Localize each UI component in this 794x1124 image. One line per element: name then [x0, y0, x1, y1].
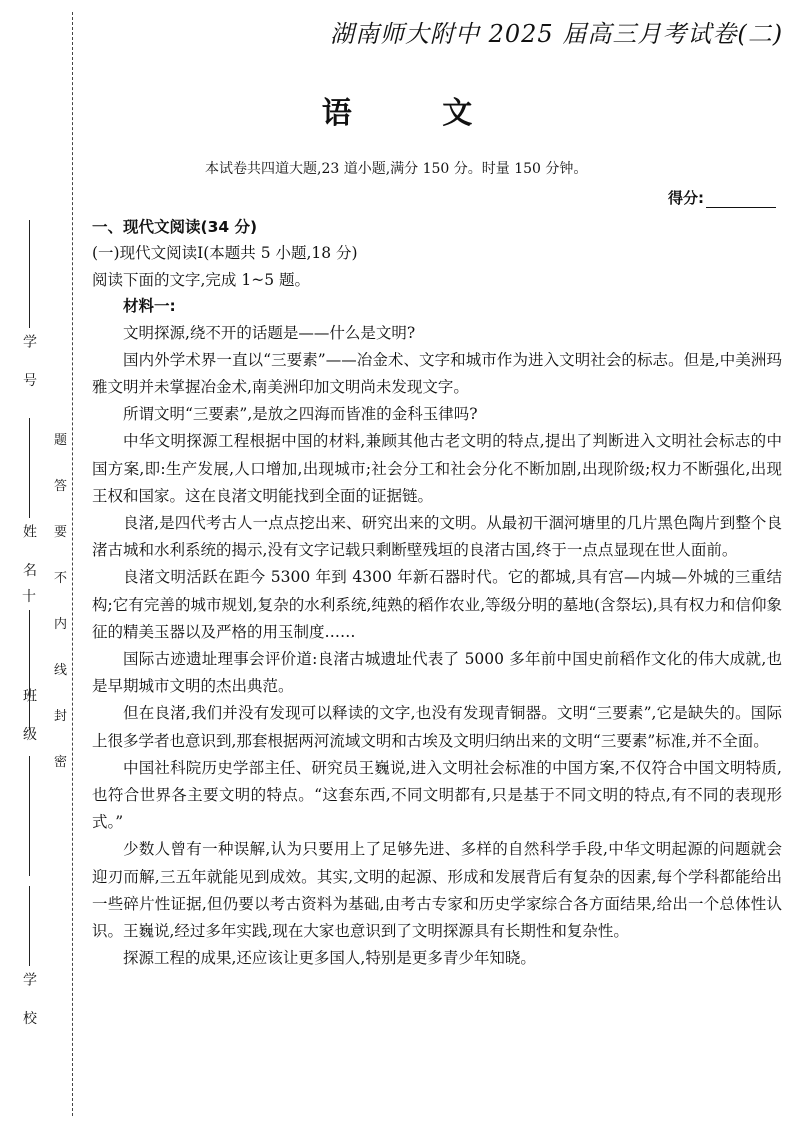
school-blank[interactable] — [29, 886, 30, 966]
name-blank[interactable] — [29, 418, 30, 518]
paragraph: 中国社科院历史学部主任、研究员王巍说,进入文明社会标准的中国方案,不仅符合中国文明特质,也符合世界各主要文明的特点。“这套东西,不同文明都有,只是基于不同文明的特点,有不同的表现形式。” — [92, 758, 782, 832]
paragraph: 文明探源,绕不开的话题是——什么是文明? — [123, 323, 416, 342]
school-field[interactable] — [22, 880, 36, 1034]
subject-title: 语 文 — [321, 96, 513, 131]
subsection-heading: (一)现代文阅读Ⅰ(本题共 5 小题,18 分) — [92, 244, 358, 263]
student-number-label: 学 号 — [21, 334, 37, 397]
material-label: 材料一: — [123, 297, 176, 316]
binding-strip — [0, 0, 80, 1124]
school-label: 学 校 — [21, 972, 37, 1035]
notice-char: 答 — [54, 479, 68, 494]
notice-char: 不 — [54, 571, 68, 586]
notice-char: 内 — [54, 617, 68, 632]
binding-dashed-line — [72, 12, 73, 1116]
notice-char: 封 — [54, 709, 68, 724]
paragraph: 良渚文明活跃在距今 5300 年到 4300 年新石器时代。它的都城,具有宫—内城—外城的三重结构;它有完善的城市规划,复杂的水利系统,纯熟的稻作农业,等级分明的墓地(含祭坛),具有权力和信仰象征的精美玉器以及严格的用玉制度…… — [92, 568, 782, 641]
notice-char: 题 — [54, 433, 68, 448]
score-label: 得分: — [668, 189, 704, 207]
notice-char: 密 — [54, 755, 68, 770]
score-field — [668, 187, 776, 208]
paragraph: 所谓文明“三要素”,是放之四海而皆准的金科玉律吗? — [123, 405, 478, 424]
instruction-text: 阅读下面的文字,完成 1~5 题。 — [92, 270, 310, 289]
score-blank[interactable] — [706, 193, 776, 208]
class-field[interactable] — [22, 688, 36, 882]
class-blank[interactable] — [29, 756, 30, 876]
name-cut-mark: 十 — [22, 589, 36, 606]
paragraph: 良渚,是四代考古人一点点挖出来、研究出来的文明。从最初干涸河塘里的几片黑色陶片到整个良渚古城和水利系统的揭示,没有文字记载只剩断壁残垣的良渚古国,终于一点点显现在世人面前。 — [92, 513, 782, 560]
paragraph: 中华文明探源工程根据中国的材料,兼顾其他古老文明的特点,提出了判断进入文明社会标志的中国方案,即:生产发展,人口增加,出现城市;社会分工和社会分化不断加剧,出现阶级;权力不断强化,出现王权和国家。这在良渚文明能找到全面的证据链。 — [92, 432, 782, 505]
notice-char: 要 — [54, 525, 68, 540]
class-label: 班 级 — [21, 688, 37, 751]
name-label: 姓 名 — [21, 524, 37, 587]
reading-section — [92, 214, 782, 972]
student-number-blank[interactable] — [29, 220, 30, 328]
paragraph: 少数人曾有一种误解,认为只要用上了足够先进、多样的自然科学手段,中华文明起源的问题就会迎刃而解,三五年就能见到成效。其实,文明的起源、形成和发展背后有复杂的因素,每个学科都能给出一些碎片性证据,但仍要以考古资料为基础,由考古专家和历史学家综合各方面结果,给出一个总体性认识。王巍说,经过多年实践,现在大家也意识到了文明探源具有长期性和复杂性。 — [92, 840, 782, 941]
paragraph: 国际古迹遗址理事会评价道:良渚古城遗址代表了 5000 多年前中国史前稻作文化的伟大成就,也是早期城市文明的杰出典范。 — [92, 650, 782, 696]
seal-line-notice — [54, 418, 67, 786]
paragraph: 探源工程的成果,还应该让更多国人,特别是更多青少年知晓。 — [123, 949, 536, 968]
paragraph: 国内外学术界一直以“三要素”——冶金术、文字和城市作为进入文明社会的标志。但是,中美洲玛雅文明并未掌握冶金术,南美洲印加文明尚未发现文字。 — [92, 350, 782, 396]
paragraph: 但在良渚,我们并没有发现可以释读的文字,也没有发现青铜器。文明“三要素”,它是缺失的。国际上很多学者也意识到,那套根据两河流域文明和古埃及文明归纳出来的文明“三要素”标准,并不全面。 — [92, 704, 782, 750]
section-heading: 一、现代文阅读(34 分) — [92, 218, 258, 236]
exam-title: 湖南师大附中 2025 届高三月考试卷(二) — [330, 20, 784, 48]
student-number-field[interactable] — [22, 214, 36, 396]
notice-char: 线 — [54, 663, 68, 678]
exam-info: 本试卷共四道大题,23 道小题,满分 150 分。时量 150 分钟。 — [205, 161, 588, 177]
